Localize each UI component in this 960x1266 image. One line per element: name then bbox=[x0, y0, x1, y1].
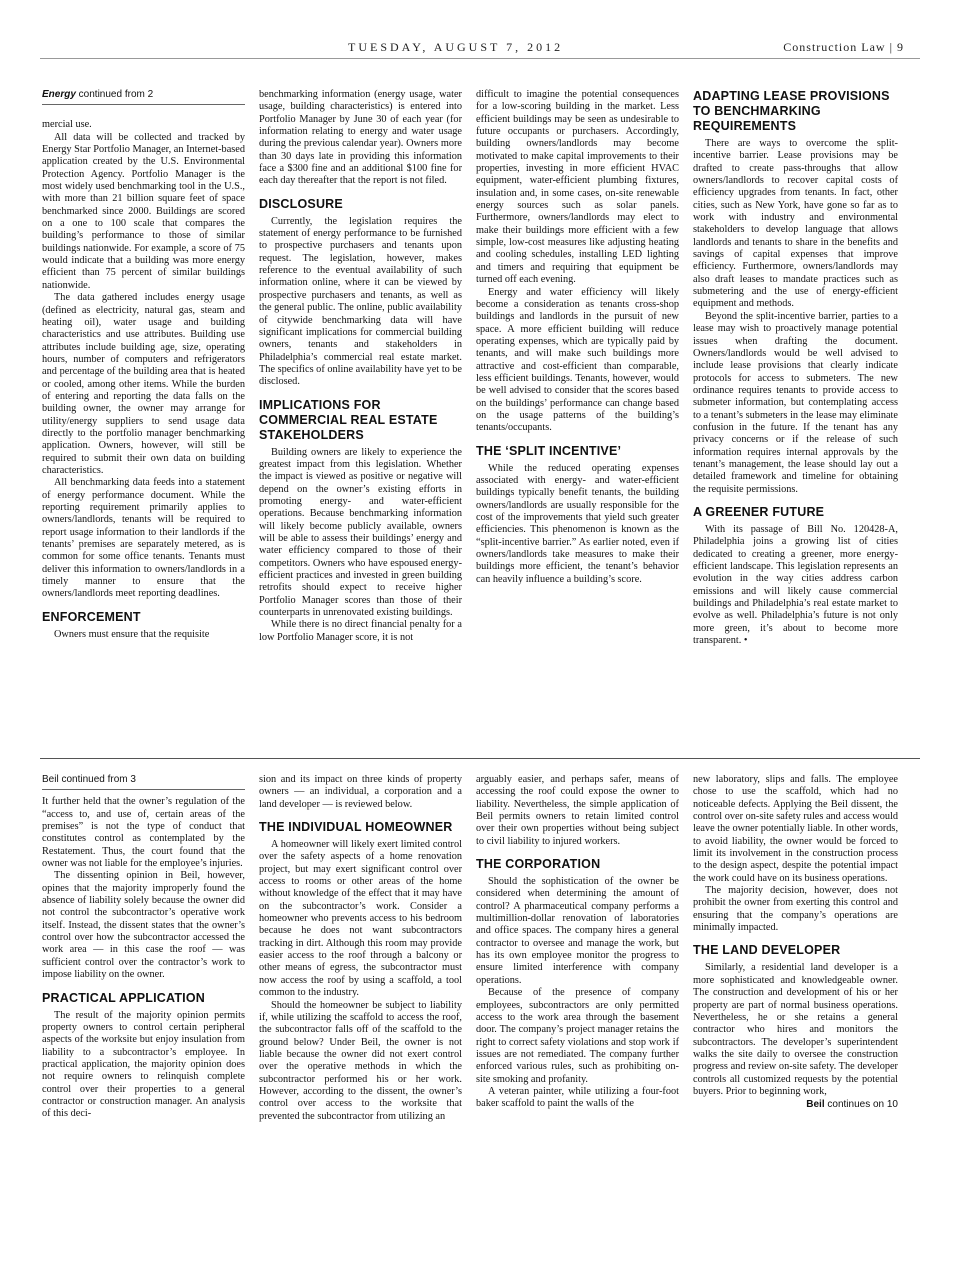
paragraph: Should the sophistication of the owner be considered when determining the amount of control? A pharmaceutical company performs a multimillion-dollar renovation of laboratories and office spaces. The company hires a general contractor to oversee and manage the work, but has its own employee monitor the progress to ensure limited interference with company operations. bbox=[476, 876, 679, 986]
heading-land-developer: THE LAND DEVELOPER bbox=[693, 943, 841, 958]
heading-split-incentive: THE ‘SPLIT INCENTIVE’ bbox=[476, 443, 622, 458]
beil-continues-label bbox=[693, 1099, 898, 1111]
beil-column-4 bbox=[693, 774, 898, 1112]
heading-enforcement: ENFORCEMENT bbox=[42, 609, 141, 624]
paragraph: While there is no direct financial penalty for a low Portfolio Manager score, it is not bbox=[259, 619, 462, 643]
paragraph: sion and its impact on three kinds of property owners — an individual, a corporation and a land developer — is reviewed below. bbox=[259, 774, 462, 810]
beil-label-rest: continued from 3 bbox=[58, 774, 136, 785]
page-header bbox=[0, 40, 960, 66]
paragraph: It further held that the owner’s regulation of the “access to, and use of, certain areas of the premises” is not the type of conduct that constitutes control as contemplated by the Restatement. Thus, the court found that the owner was not liable for the employee’s injuries. bbox=[42, 796, 245, 870]
energy-column-2 bbox=[259, 89, 462, 644]
energy-continued-label bbox=[42, 89, 245, 105]
heading-corporation: THE CORPORATION bbox=[476, 857, 601, 872]
section-page-label: Construction Law | 9 bbox=[783, 40, 904, 54]
paragraph: While the reduced operating expenses associated with energy- and water-efficient buildings typically benefit tenants, the building owners/landlords are usually responsible for the cost of the improvements that yield such greater efficiencies. This phenomenon is known as the “split-incentive barrier.” As earlier noted, even if owners/landlords take measures to make their buildings more efficient, the tenant’s behavior can heavily influence a building’s score. bbox=[476, 462, 679, 585]
paragraph: All data will be collected and tracked by Energy Star Portfolio Manager, an Internet-based application created by the U.S. Environmental Protection Agency. Portfolio Manager is the most widely used benchmarking tool in the U.S., with more than 21 billion square feet of space benchmarked since 2000. Buildings are scored on a one to 100 scale that compares the building’s performance to those of similar buildings nationwide. For example, a score of 75 would indicate that a building was more energy efficient than 75 percent of similar buildings nationwide. bbox=[42, 131, 245, 291]
issue-date: TUESDAY, AUGUST 7, 2012 bbox=[348, 40, 564, 54]
paragraph: The dissenting opinion in Beil, however, opines that the majority improperly found the absence of liability solely because the owner did not control the subcontractor’s operative work itself. Instead, the dissent states that the owner’s control over how the subcontractor accessed the work area — in this case the roof — was sufficient control over the contractor’s work to impose liability on the owner. bbox=[42, 870, 245, 981]
paragraph: A homeowner will likely exert limited control over the safety aspects of a home renovation project, but may exert significant control over access to rooms or other areas of the home without knowledge of the effect that it may have on the subcontractor’s work. Consider a homeowner who prevents access to his bedroom because he does not want subcontractors tracking in dirt. Although this room may provide easier access to the roof through a balcony or other means of egress, the subcontractor must now access the roof by using a scaffold, a tool common to the industry. bbox=[259, 839, 462, 999]
beil-column-1 bbox=[42, 774, 245, 1121]
paragraph: Energy and water efficiency will likely become a consideration as tenants cross-shop buildings and landlords in the pursuit of new space. A more efficient building will reduce operating expenses, which are typically paid by tenants, and will make such buildings more attractive and cost-efficient than comparable, less efficient buildings. Tenants, however, would be well advised to consider that the scores based on the buildings’ performance can change based on the usage patterns of the building’s tenants/occupants. bbox=[476, 286, 679, 434]
beil-column-3 bbox=[476, 774, 679, 1111]
heading-adapting-lease: ADAPTING LEASE PROVISIONS TO BENCHMARKING REQUIREMENTS bbox=[693, 89, 890, 133]
heading-individual-homeowner: THE INDIVIDUAL HOMEOWNER bbox=[259, 820, 453, 835]
heading-implications: IMPLICATIONS FOR COMMERCIAL REAL ESTATE STAKEHOLDERS bbox=[259, 397, 438, 442]
paragraph: Owners must ensure that the requisite bbox=[54, 628, 210, 640]
heading-disclosure: DISCLOSURE bbox=[259, 196, 343, 211]
paragraph: Beyond the split-incentive barrier, parties to a lease may wish to proactively manage potential issues when drafting the document. Owners/landlords would be well advised to include lease provisions that clearly indicate protocols for access to submeters. The new ordinance requires tenants to provide access to submeter information, but contemplating access to a tenant’s submeters in the lease may eliminate confusion in the future. If the tenant has any privacy concerns or if the release of such information requires internal approvals by the tenant’s management, the lease should lay out a detailed framework and timeline for obtaining the requisite permissions. bbox=[693, 310, 898, 495]
heading-greener-future: A GREENER FUTURE bbox=[693, 504, 825, 519]
paragraph: A veteran painter, while utilizing a four-foot baker scaffold to paint the walls of the bbox=[476, 1085, 679, 1110]
paragraph: Should the homeowner be subject to liability if, while utilizing the scaffold to access the roof, the subcontractor falls off of the scaffold to the ground below? Under Beil, the owner is not liable because the owner did not exert control over the operative methods in which the subcontractor performed his or her work. However, according to the dissent, the owner’s control over access to the worksite that prevented the subcontractor from utilizing an bbox=[259, 999, 462, 1122]
paragraph: There are ways to overcome the split-incentive barrier. Lease provisions may be drafted to create pass-throughs that allow owners/landlords to recover capital costs of efficiency upgrades from tenants. In fact, other cities, such as New York, have gone so far as to work with industry and environmental stakeholders to develop language that allows landlords and tenants to share in the benefits and savings of capital expenses that improve efficiency. Furthermore, owners/landlords may also draft leases to mandate practices such as submetering and the use of energy-efficient equipment and methods. bbox=[693, 138, 898, 310]
energy-column-1 bbox=[42, 89, 245, 641]
paragraph: new laboratory, slips and falls. The employee chose to use the scaffold, which had no noticeable defects. Applying the Beil dissent, the control over on-site safety rules and access would leave the owner potentially liable. In other words, to avoid liability, the owner would be forced to limit its involvement in the construction process to the design aspect, despite the potential impact the work could have on its business operations. bbox=[693, 774, 899, 884]
paragraph: With its passage of Bill No. 120428-A, Philadelphia joins a growing list of cities dedicated to creating a greener, more energy-efficient landscape. This legislation represents an evolution in the way cities address carbon emissions and will likely cause commercial buildings and Philadelphia’s real estate market to evolve as well. Philadelphia’s future is not only more green, it’s about to become more transparent. • bbox=[693, 523, 898, 647]
energy-label-title: Energy bbox=[42, 89, 76, 100]
beil-footer-rest: continues on 10 bbox=[824, 1099, 898, 1111]
header-rule bbox=[40, 58, 920, 59]
paragraph: Building owners are likely to experience the greatest impact from this legislation. Whether the impact is viewed as positive or negative will depend on the owner’s existing efforts in promoting energy- and water-efficient operations. Because benchmarking information will likely become publicly available, owners will be able to assess their buildings’ energy and water efficiency compared to those of their competitors. Owners who have espoused energy-efficient practices and invested in green building retrofits should expect to receive higher Portfolio Manager scores than those of their counterparts in unrenovated existing buildings. bbox=[259, 446, 462, 619]
paragraph: Because of the presence of company employees, subcontractors are only permitted access to the work area through the basement door. The company’s project manager retains the right to correct safety violations and stop work if issues are not remediated. The company further enforced various rules, such as prohibiting on-site smoking and profanity. bbox=[476, 987, 679, 1085]
paragraph: mercial use. bbox=[42, 119, 92, 131]
paragraph: difficult to imagine the potential consequences for a low-scoring building in the market. Less efficient buildings may be seen as undesirable to future occupants or purchasers. Accordingly, building owners/landlords may become motivated to make capital improvements to their properties, investing in more efficient HVAC equipment, water-efficient plumbing fixtures, insulation and, in some cases, on-site renewable energy sources such as solar panels. Furthermore, owners/landlords may elect to make their buildings more efficient with a few simple, low-cost measures like adjusting heating and cooling schedules, installing LED lighting and timers and requiring that equipment be turned off each evening. bbox=[476, 89, 679, 286]
paragraph: The majority decision, however, does not prohibit the owner from exerting this control and ensuring that the company’s operations are minimally impacted. bbox=[693, 885, 898, 934]
paragraph: The data gathered includes energy usage (defined as electricity, natural gas, steam and heating oil), water usage and building characteristics and use attributes. Building use attributes include building age, size, operating hours, number of computers and refrigerators and percentage of the building area that is heated or cooled, among other items. While the burden of entering and reporting the data falls on the building owner, the owner may arrange for utility/energy suppliers to send usage data directly to the portfolio manager benchmarking application. Owners, however, will still be required to submit their own data on building characteristics. bbox=[42, 292, 245, 476]
paragraph: arguably easier, and perhaps safer, means of accessing the roof could expose the owner to liability. Nevertheless, the simple application of Beil permits owners to retain limited control over their own properties without being subject to civil liability to injured workers. bbox=[476, 774, 679, 847]
article-divider bbox=[40, 758, 920, 759]
beil-column-2 bbox=[259, 774, 462, 1123]
heading-practical-application: PRACTICAL APPLICATION bbox=[42, 990, 205, 1005]
beil-continued-label bbox=[42, 774, 245, 790]
paragraph: All benchmarking data feeds into a statement of energy performance document. While the reporting requirement primarily applies to owners/landlords, tenants will be required to report usage information to their landlords if the tenants’ premises are separately metered, as is common for some office tenants. Tenants must deliver this information to owners/landlords in a timely manner to ensure that the owners/landlords meet reporting deadlines. bbox=[42, 477, 245, 600]
paragraph: benchmarking information (energy usage, water usage, building characteristics) is entered into Portfolio Manager by June 30 of each year (for information relating to energy and water usage during the previous calendar year). Owners more than 30 days late in providing this information face a $300 fine and an additional $100 fine for each day thereafter that the report is not filed. bbox=[259, 89, 462, 187]
energy-label-rest: continued from 2 bbox=[75, 89, 154, 100]
beil-footer-title: Beil bbox=[806, 1099, 825, 1111]
paragraph: The result of the majority opinion permits property owners to control certain peripheral aspects of the worksite but enjoy insulation from liability to a subcontractor’s employee. In practical application, the majority opinion does not require owners to relinquish complete control over their properties to a general contractor or construction manager. An analysis of this deci- bbox=[42, 1009, 245, 1120]
paragraph: Similarly, a residential land developer is a more sophisticated and knowledgeable owner. The construction and development of his or her property are part of normal business operations. Nevertheless, he or she retains a general contractor who hires and monitors the subcontractors. The developer’s superintendent walks the site daily to oversee the construction progress and review on-site safety. The developer controls all customized requests by the potential buyers. Prior to beginning work, bbox=[693, 962, 898, 1097]
energy-column-3 bbox=[476, 89, 679, 586]
beil-label-title: Beil bbox=[42, 774, 59, 785]
paragraph: Currently, the legislation requires the statement of energy performance to be furnished to prospective purchasers and tenants upon request. The legislation, however, makes reference to the eventual availability of such information online, where it can be viewed by prospective purchasers and tenants, as well as the general public. The online, public availability of citywide benchmarking data will have significant implications for commercial building owners, tenants and stakeholders in Philadelphia’s commercial real estate market. The specifics of online availability have yet to be disclosed. bbox=[259, 215, 463, 388]
energy-column-4 bbox=[693, 89, 898, 647]
